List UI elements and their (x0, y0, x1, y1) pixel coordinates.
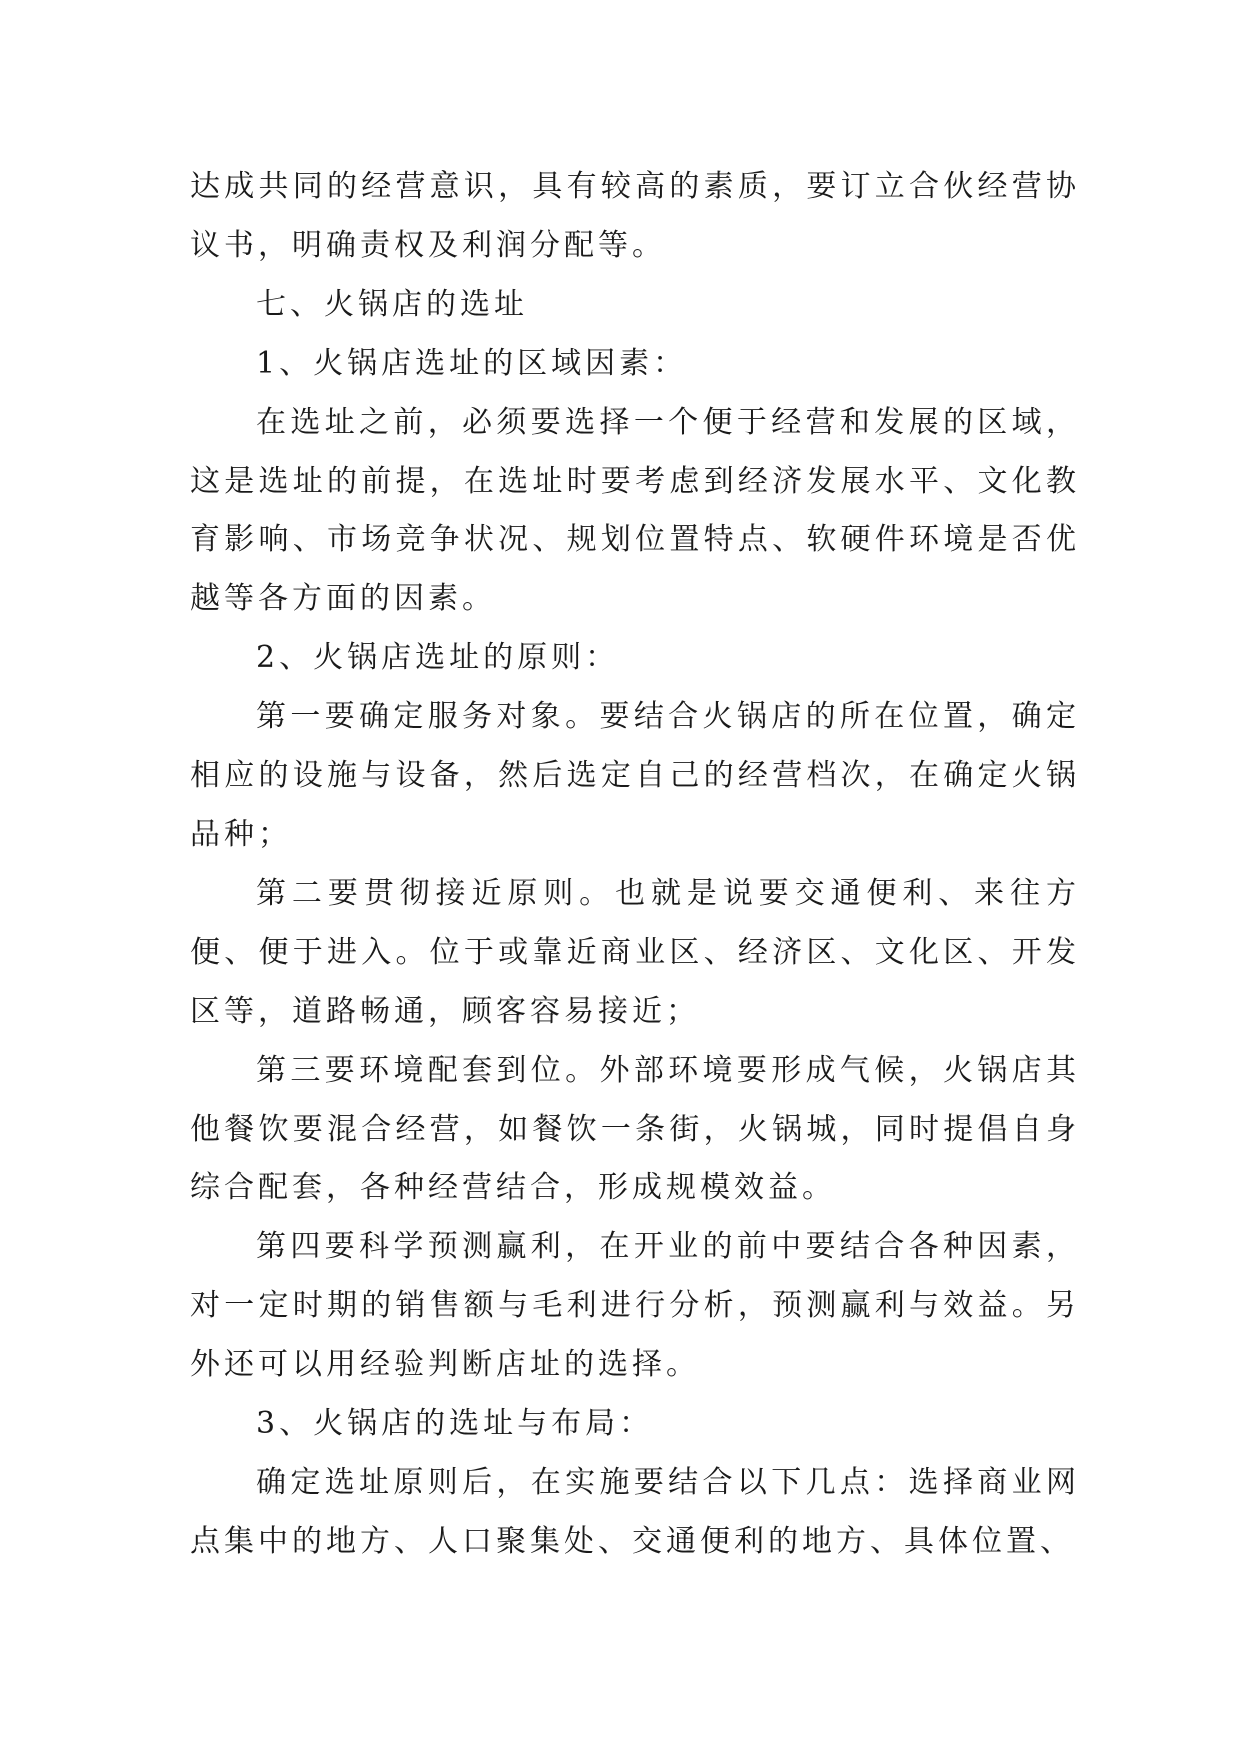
paragraph-principle-1: 第一要确定服务对象。要结合火锅店的所在位置，确定相应的设施与设备，然后选定自己的经营档次，在确定火锅品种； (190, 699, 1080, 852)
document-body (190, 158, 1080, 1572)
paragraph-continuation: 达成共同的经营意识，具有较高的素质，要订立合伙经营协议书，明确责权及利润分配等。 (190, 169, 1080, 263)
subheading-7-3: 3、火锅店的选址与布局： (256, 1406, 654, 1442)
paragraph-principle-2: 第二要贯彻接近原则。也就是说要交通便利、来往方便、便于进入。位于或靠近商业区、经济区、文化区、开发区等，道路畅通，顾客容易接近； (190, 875, 1080, 1029)
paragraph-principle-3: 第三要环境配套到位。外部环境要形成气候，火锅店其他餐饮要混合经营，如餐饮一条街，火锅城，同时提倡自身综合配套，各种经营结合，形成规模效益。 (190, 1052, 1080, 1206)
paragraph-site-layout: 确定选址原则后，在实施要结合以下几点：选择商业网点集中的地方、人口聚集处、交通便利的地方、具体位置、 (190, 1464, 1080, 1559)
subheading-7-1: 1、火锅店选址的区域因素： (256, 345, 688, 381)
paragraph-regional-factors: 在选址之前，必须要选择一个便于经营和发展的区域，这是选址的前提，在选址时要考虑到经济发展水平、文化教育影响、市场竞争状况、规划位置特点、软硬件环境是否优越等各方面的因素。 (190, 404, 1080, 617)
paragraph-principle-4: 第四要科学预测赢利，在开业的前中要结合各种因素，对一定时期的销售额与毛利进行分析，预测赢利与效益。另外还可以用经验判断店址的选择。 (190, 1229, 1080, 1383)
subheading-7-2: 2、火锅店选址的原则： (256, 640, 620, 676)
section-heading-7: 七、火锅店的选址 (256, 286, 528, 322)
